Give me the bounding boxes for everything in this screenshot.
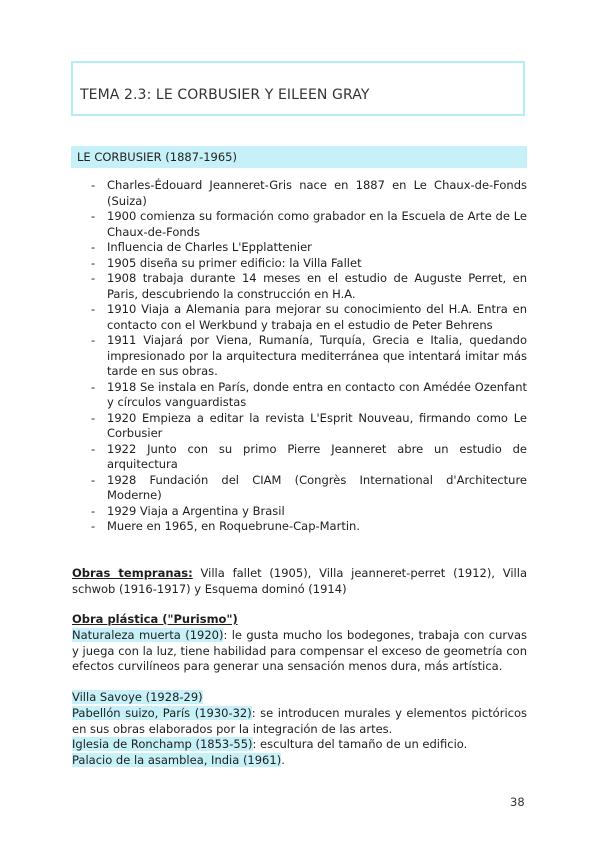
list-item: - Muere en 1965, en Roquebrune-Cap-Martin. [91,519,527,535]
palacio-end: . [281,753,285,767]
naturaleza-muerta-label: Naturaleza muerta (1920) [72,628,224,642]
list-item: - 1911 Viajará por Viena, Rumanía, Turquía, Grecia e Italia, quedando impresionado por la arquitectura mediterránea que intentará imitar más tarde en sus obras. [91,333,527,380]
ronchamp-line [72,737,527,753]
pabellon-suizo-paragraph [72,706,527,737]
title-box [71,61,525,116]
list-item: - Charles-Édouard Jeanneret-Gris nace en 1887 en Le Chaux-de-Fonds (Suiza) [91,178,527,209]
palacio-label: Palacio de la asamblea, India (1961) [72,753,282,767]
page-number: 38 [510,795,525,809]
list-item: - 1920 Empieza a editar la revista L'Esprit Nouveau, firmando como Le Corbusier [91,411,527,442]
pabellon-suizo-label: Pabellón suizo, París (1930-32) [72,706,252,720]
biography-list [91,178,527,535]
list-item: - 1929 Viaja a Argentina y Brasil [91,504,527,520]
palacio-line [72,753,527,769]
obras-tempranas-text: Villa fallet (1905), Villa jeanneret-perret (1912), Villa schwob (1916-1917) y Esquema dominó (1914) [72,566,527,596]
obras-tempranas-paragraph [72,566,527,597]
list-item: - 1928 Fundación del CIAM (Congrès International d'Architecture Moderne) [91,473,527,504]
pabellon-suizo-text: : se introducen murales y elementos pictóricos en sus obras elaborados por la integración de las artes. [72,706,527,736]
list-item: - 1908 trabaja durante 14 meses en el estudio de Auguste Perret, en Paris, descubriendo la construcción en H.A. [91,271,527,302]
obras-tempranas-label: Obras tempranas: [72,566,193,580]
section-heading: LE CORBUSIER (1887-1965) [71,146,527,168]
obra-plastica-title: Obra plástica ("Purismo") [72,612,238,626]
list-item: - 1922 Junto con su primo Pierre Jeanneret abre un estudio de arquitectura [91,442,527,473]
ronchamp-label: Iglesia de Ronchamp (1853-55) [72,737,253,751]
ronchamp-text: : escultura del tamaño de un edificio. [252,737,468,751]
list-item: - Influencia de Charles L'Epplattenier [91,240,527,256]
list-item: - 1900 comienza su formación como grabador en la Escuela de Arte de Le Chaux-de-Fonds [91,209,527,240]
page-title: TEMA 2.3: LE CORBUSIER Y EILEEN GRAY [80,87,370,103]
naturaleza-muerta-paragraph [72,628,527,675]
villa-savoye-label: Villa Savoye (1928-29) [72,690,203,704]
list-item: - 1910 Viaja a Alemania para mejorar su conocimiento del H.A. Entra en contacto con el Werkbund y trabaja en el estudio de Peter Behrens [91,302,527,333]
villa-savoye-line [72,690,527,706]
obra-plastica-heading [72,612,527,628]
list-item: - 1905 diseña su primer edificio: la Villa Fallet [91,256,527,272]
list-item: - 1918 Se instala en París, donde entra en contacto con Amédée Ozenfant y círculos vanguardistas [91,380,527,411]
naturaleza-muerta-text: : le gusta mucho los bodegones, trabaja con curvas y juega con la luz, tiene habilidad para compensar el exceso de geometría con efectos curvilíneos para generar una sensación menos dura, más artística. [72,628,527,673]
